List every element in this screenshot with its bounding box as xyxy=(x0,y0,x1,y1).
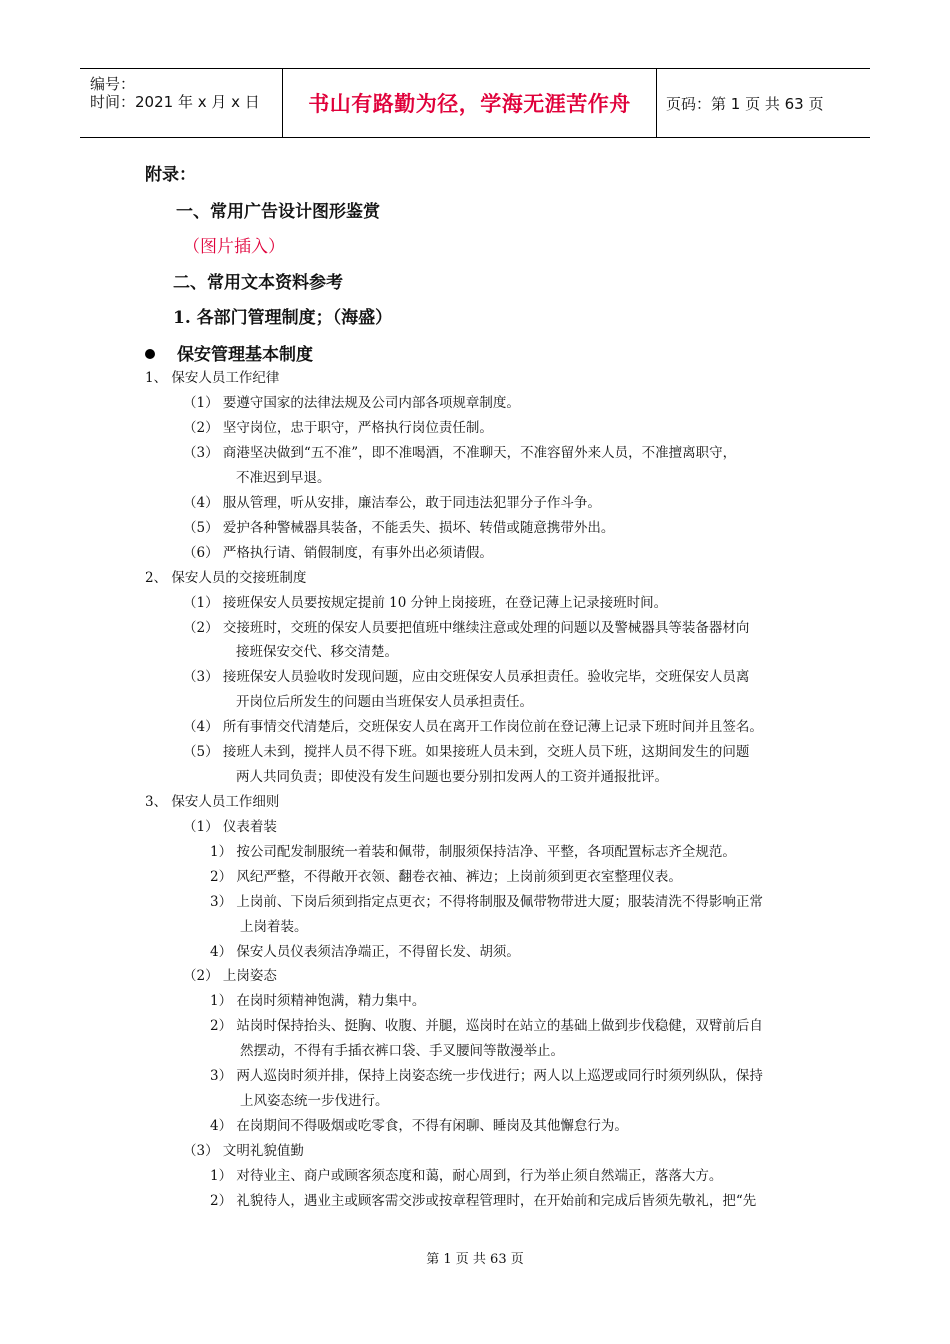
sub-item-continuation: 上岗着装。 xyxy=(240,919,308,935)
sub-item-continuation: 然摆动，不得有手插衣裤口袋、手叉腰间等散漫举止。 xyxy=(240,1043,564,1059)
list-item-continuation: 不准迟到早退。 xyxy=(236,470,331,486)
section-line: 1、 保安人员工作纪律 xyxy=(145,370,280,386)
sub-item: 4） 在岗期间不得吸烟或吃零食，不得有闲聊、睡岗及其他懈怠行为。 xyxy=(210,1118,628,1134)
list-item: （1） 仪表着装 xyxy=(183,819,277,835)
sub-item: 3） 两人巡岗时须并排，保持上岗姿态统一步伐进行；两人以上巡逻或同行时须列纵队，保持 xyxy=(210,1068,763,1084)
list-item: （2） 坚守岗位，忠于职守，严格执行岗位责任制。 xyxy=(183,420,493,436)
sub-item: 1） 对待业主、商户或顾客须态度和蔼，耐心周到，行为举止须自然端正，落落大方。 xyxy=(210,1168,723,1184)
header-page-cell xyxy=(656,69,870,137)
page-footer: 第 1 页 共 63 页 xyxy=(426,1252,524,1267)
sub-item: 2） 站岗时保持抬头、挺胸、收腹、并腿，巡岗时在站立的基础上做到步伐稳健，双臂前后自 xyxy=(210,1018,763,1034)
number-label: 编号： xyxy=(90,75,136,93)
sub-item: 2） 风纪严整，不得敞开衣领、翻卷衣袖、裤边；上岗前须到更衣室整理仪表。 xyxy=(210,869,682,885)
sub-item: 1） 按公司配发制服统一着装和佩带，制服须保持洁净、平整，各项配置标志齐全规范。 xyxy=(210,844,736,860)
list-item: （2） 上岗姿态 xyxy=(183,968,277,984)
sub-item: 1） 在岗时须精神饱满，精力集中。 xyxy=(210,993,426,1009)
page-label: 页码：第 1 页 共 63 页 xyxy=(666,94,824,113)
list-item-continuation: 开岗位后所发生的问题由当班保安人员承担责任。 xyxy=(236,694,533,710)
list-item: （4） 服从管理，听从安排，廉洁奉公，敢于同违法犯罪分子作斗争。 xyxy=(183,495,601,511)
list-item: （2） 交接班时，交班的保安人员要把值班中继续注意或处理的问题以及警械器具等装备器材向 xyxy=(183,620,750,636)
bullet-heading xyxy=(145,340,313,365)
section-line: 2、 保安人员的交接班制度 xyxy=(145,570,307,586)
bullet-heading-text: 保安管理基本制度 xyxy=(177,345,313,365)
sub-item: 2） 礼貌待人，遇业主或顾客需交涉或按章程管理时，在开始前和完成后皆须先敬礼，把“先 xyxy=(210,1193,757,1209)
list-item-continuation: 接班保安交代、移交清楚。 xyxy=(236,644,398,660)
section-1-heading: 一、常用广告设计图形鉴赏 xyxy=(176,202,380,222)
list-item: （3） 文明礼貌值勤 xyxy=(183,1143,304,1159)
sub-item: 3） 上岗前、下岗后须到指定点更衣；不得将制服及佩带物带进大厦；服装清洗不得影响正常 xyxy=(210,894,763,910)
page-header xyxy=(80,68,870,138)
list-item: （1） 要遵守国家的法律法规及公司内部各项规章制度。 xyxy=(183,395,520,411)
section-line: 3、 保安人员工作细则 xyxy=(145,794,280,810)
section-2-heading: 二、常用文本资料参考 xyxy=(173,273,343,293)
motto-text: 书山有路勤为径，学海无涯苦作舟 xyxy=(308,92,631,116)
list-item: （5） 爱护各种警械器具装备，不能丢失、损坏、转借或随意携带外出。 xyxy=(183,520,615,536)
sub-item: 4） 保安人员仪表须洁净端正，不得留长发、胡须。 xyxy=(210,944,520,960)
header-meta-cell xyxy=(80,69,282,137)
list-item-continuation: 两人共同负责；即使没有发生问题也要分别扣发两人的工资并通报批评。 xyxy=(236,769,668,785)
list-item: （3） 商港坚决做到“五不准”，即不准喝酒，不准聊天，不准容留外来人员，不准擅离职守， xyxy=(183,445,737,461)
bullet-dot-icon xyxy=(145,349,155,359)
list-item: （3） 接班保安人员验收时发现问题，应由交班保安人员承担责任。验收完毕，交班保安人员离 xyxy=(183,669,750,685)
image-insert-note: （图片插入） xyxy=(183,237,285,257)
list-item: （5） 接班人未到，搅拌人员不得下班。如果接班人员未到，交班人员下班，这期间发生的问题 xyxy=(183,744,750,760)
list-item: （4） 所有事情交代清楚后，交班保安人员在离开工作岗位前在登记薄上记录下班时间并且签名。 xyxy=(183,719,763,735)
item-1-heading: 1. 各部门管理制度；（海盛） xyxy=(173,308,393,328)
list-item: （1） 接班保安人员要按规定提前 10 分钟上岗接班，在登记薄上记录接班时间。 xyxy=(183,595,668,611)
header-motto-cell xyxy=(282,69,657,137)
sub-item-continuation: 上风姿态统一步伐进行。 xyxy=(240,1093,389,1109)
list-item: （6） 严格执行请、销假制度，有事外出必须请假。 xyxy=(183,545,493,561)
time-label: 时间：2021 年 x 月 x 日 xyxy=(90,93,260,111)
appendix-title: 附录： xyxy=(145,165,196,185)
